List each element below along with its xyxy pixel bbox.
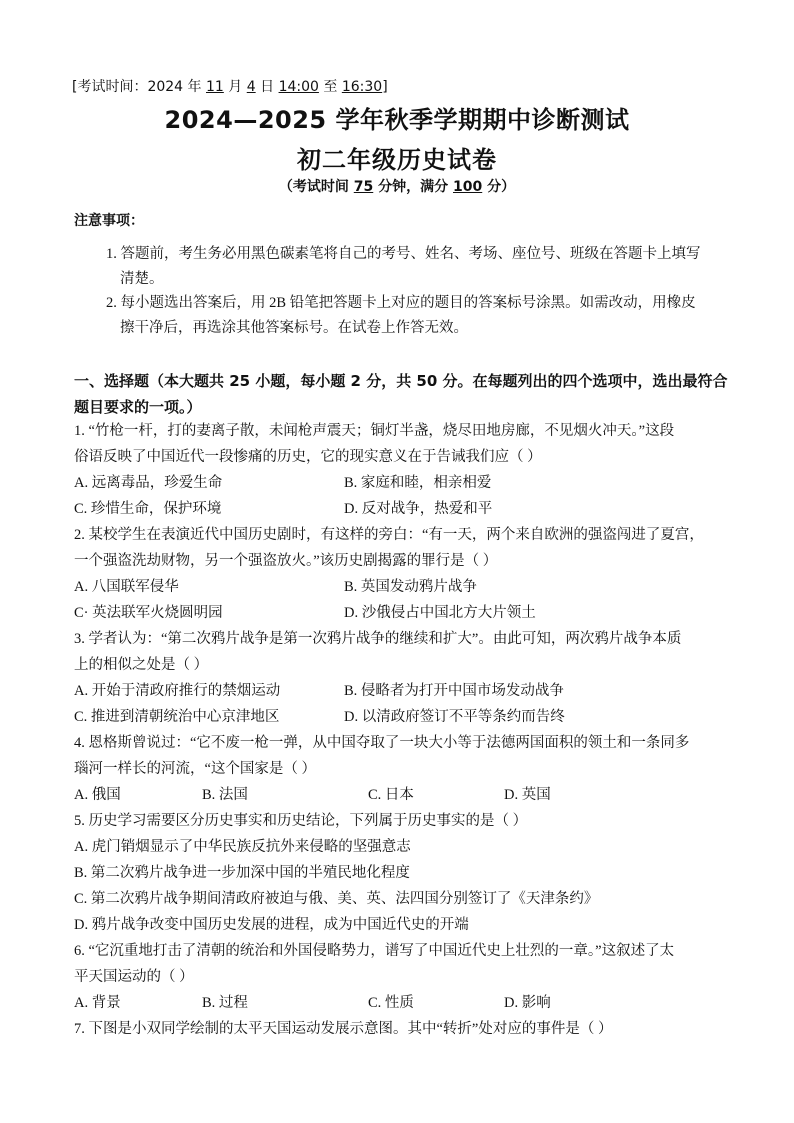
- question-1: [74, 418, 728, 470]
- note-item-1: [106, 242, 724, 292]
- question-1-options-row-1: [74, 470, 734, 496]
- question-5-option-b-row: [74, 860, 734, 886]
- section-heading-line-2: 题目要求的一项。）: [74, 398, 202, 416]
- question-3-option-b: B. 侵略者为打开中国市场发动战争: [344, 683, 564, 699]
- question-2: [74, 522, 728, 574]
- exam-end-time: 16:30: [341, 79, 383, 95]
- question-4-option-a: A. 俄国: [74, 787, 121, 803]
- question-4-option-c: C. 日本: [368, 787, 414, 803]
- question-5-option-d: D. 鸦片战争改变中国历史发展的进程，成为中国近代史的开端: [74, 917, 469, 933]
- question-3-option-c: C. 推进到清朝统治中心京津地区: [74, 709, 280, 725]
- exam-time-close: ]: [382, 79, 388, 95]
- exam-start-time: 14:00: [278, 79, 319, 95]
- question-2-options-row-1: [74, 574, 734, 600]
- question-3: [74, 626, 728, 678]
- duration-mid: 分钟，满分: [373, 179, 453, 195]
- exam-day-suffix: 日: [255, 79, 279, 95]
- note-item-2-line-2: 擦干净后，再选涂其他答案标号。在试卷上作答无效。: [120, 320, 468, 336]
- question-5-option-d-row: [74, 912, 734, 938]
- question-2-line-1: 2. 某校学生在表演近代中国历史剧时，有这样的旁白：“有一天，两个来自欧洲的强盗闯进了夏宫，: [74, 527, 704, 543]
- question-1-line-2: 俗语反映了中国近代一段惨痛的历史，它的现实意义在于告诫我们应（ ）: [74, 449, 542, 465]
- question-1-option-c: C. 珍惜生命，保护环境: [74, 501, 222, 517]
- exam-subject-title: 初二年级历史试卷: [297, 146, 497, 174]
- question-3-options-row-1: [74, 678, 734, 704]
- question-6-options-row: [74, 990, 734, 1016]
- question-5: [74, 808, 728, 834]
- question-1-options-row-2: [74, 496, 734, 522]
- question-3-line-2: 上的相似之处是（ ）: [74, 657, 209, 673]
- question-2-option-a: A. 八国联军侵华: [74, 579, 179, 595]
- exam-duration-line: [0, 176, 794, 196]
- question-6-option-b: B. 过程: [202, 995, 248, 1011]
- question-1-option-b: B. 家庭和睦，相亲相爱: [344, 475, 492, 491]
- question-2-option-b: B. 英国发动鸦片战争: [344, 579, 477, 595]
- question-3-options-row-2: [74, 704, 734, 730]
- question-4-line-1: 4. 恩格斯曾说过：“它不废一枪一弹，从中国夺取了一块大小等于法德两国面积的领土和一条同多: [74, 735, 690, 751]
- exam-time-prefix: [考试时间：2024 年: [72, 79, 206, 95]
- question-6-option-a: A. 背景: [74, 995, 121, 1011]
- duration-minutes: 75: [353, 179, 374, 195]
- exam-time-to: 至: [318, 79, 342, 95]
- question-4-option-b: B. 法国: [202, 787, 248, 803]
- question-3-option-a: A. 开始于清政府推行的禁烟运动: [74, 683, 281, 699]
- question-3-line-1: 3. 学者认为：“第二次鸦片战争是第一次鸦片战争的继续和扩大”。由此可知，两次鸦片战争本质: [74, 631, 682, 647]
- question-2-line-2: 一个强盗洗劫财物，另一个强盗放火。”该历史剧揭露的罪行是（ ）: [74, 553, 498, 569]
- question-4-line-2: 瑙河一样长的河流，“这个国家是（ ）: [74, 761, 317, 777]
- question-5-option-b: B. 第二次鸦片战争进一步加深中国的半殖民地化程度: [74, 865, 410, 881]
- question-6-line-2: 平天国运动的（ ）: [74, 969, 194, 985]
- note-item-2-line-1: 2. 每小题选出答案后，用 2B 铅笔把答题卡上对应的题目的答案标号涂黑。如需改动，用橡皮: [106, 295, 696, 311]
- question-5-option-c-row: [74, 886, 734, 912]
- question-5-option-c: C. 第二次鸦片战争期间清政府被迫与俄、美、英、法四国分别签订了《天津条约》: [74, 891, 599, 907]
- question-2-option-c: C· 英法联军火烧圆明园: [74, 605, 223, 621]
- question-2-option-d: D. 沙俄侵占中国北方大片领土: [344, 605, 536, 621]
- question-1-option-a: A. 远离毒品，珍爱生命: [74, 475, 223, 491]
- exam-time-line: [72, 76, 388, 96]
- notes-heading: 注意事项：: [74, 213, 144, 229]
- question-3-option-d: D. 以清政府签订不平等条约而告终: [344, 709, 565, 725]
- exam-day: 4: [246, 79, 256, 95]
- question-6-line-1: 6. “它沉重地打击了清朝的统治和外国侵略势力，谱写了中国近代史上壮烈的一章。”这叙述了太: [74, 943, 675, 959]
- note-item-1-line-2: 清楚。: [120, 271, 164, 287]
- question-6: [74, 938, 728, 990]
- question-5-line-1: 5. 历史学习需要区分历史事实和历史结论，下列属于历史事实的是（ ）: [74, 813, 528, 829]
- question-1-option-d: D. 反对战争，热爱和平: [344, 501, 493, 517]
- question-6-option-c: C. 性质: [368, 995, 414, 1011]
- note-item-2: [106, 291, 724, 341]
- duration-suffix: 分）: [482, 179, 516, 195]
- section-heading-line-1: 一、选择题（本大题共 25 小题，每小题 2 分，共 50 分。在每题列出的四个选项中，选出最符合: [74, 372, 728, 390]
- exam-month-suffix: 月: [223, 79, 247, 95]
- exam-month: 11: [206, 79, 224, 95]
- question-4-option-d: D. 英国: [504, 787, 551, 803]
- exam-title: 2024—2025 学年秋季学期期中诊断测试: [164, 106, 630, 134]
- question-4: [74, 730, 728, 782]
- full-score: 100: [453, 179, 483, 195]
- question-5-option-a-row: [74, 834, 734, 860]
- question-1-line-1: 1. “竹枪一杆，打的妻离子散，未闻枪声震天；铜灯半盏，烧尽田地房廊，不见烟火冲天。”这段: [74, 423, 675, 439]
- duration-prefix: （考试时间: [278, 179, 354, 195]
- question-2-options-row-2: [74, 600, 734, 626]
- question-4-options-row: [74, 782, 734, 808]
- question-7: [74, 1016, 728, 1042]
- question-7-line-1: 7. 下图是小双同学绘制的太平天国运动发展示意图。其中“转折”处对应的事件是（ ）: [74, 1021, 613, 1037]
- question-5-option-a: A. 虎门销烟显示了中华民族反抗外来侵略的坚强意志: [74, 839, 411, 855]
- note-item-1-line-1: 1. 答题前，考生务必用黑色碳素笔将自己的考号、姓名、考场、座位号、班级在答题卡上填写: [106, 246, 701, 262]
- section-heading: [74, 368, 734, 420]
- question-6-option-d: D. 影响: [504, 995, 551, 1011]
